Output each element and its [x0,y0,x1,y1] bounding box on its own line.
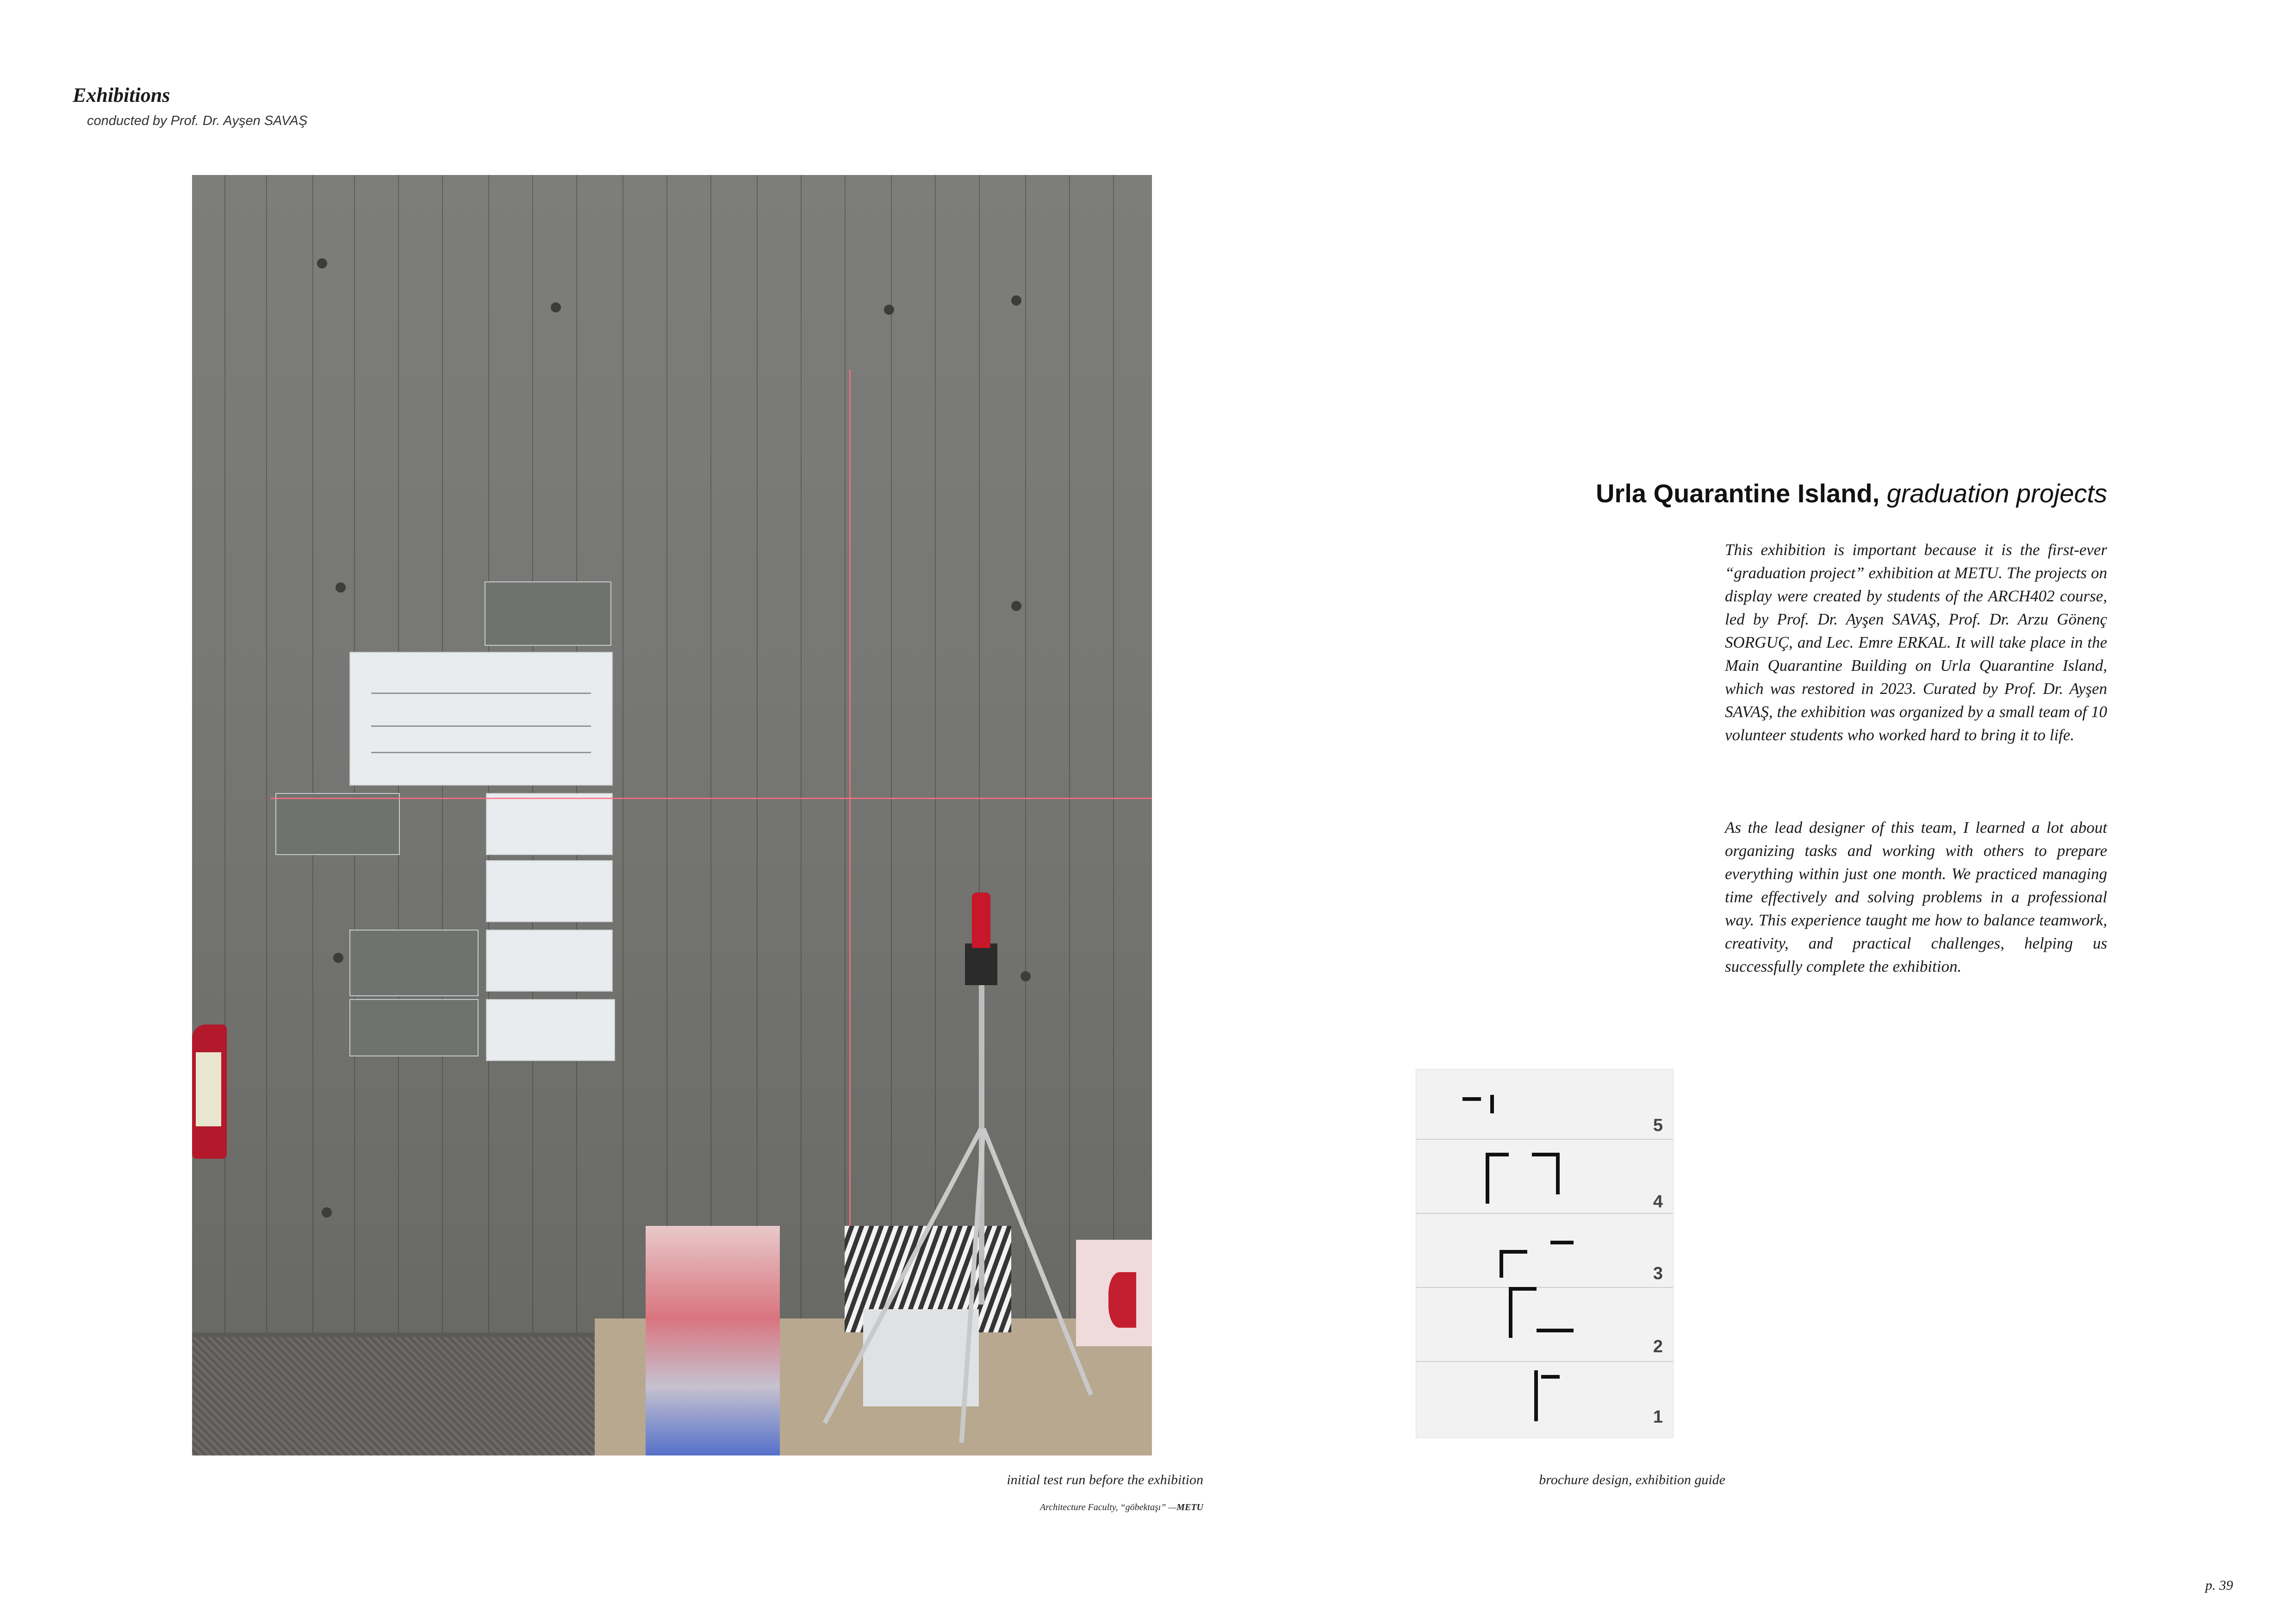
article-title [1596,478,2107,508]
photo-caption: initial test run before the exhibition [1007,1472,1203,1487]
article-paragraph: As the lead designer of this team, I learned a lot about organizing tasks and working with others to prepare everything within just one month. We practiced managing time effectively and solving problems in a professional way. This experience taught me how to balance teamwork, creativity, and practical challenges, helping us successfully complete the exhibition. [1725,818,2107,975]
article-title-rest: graduation projects [1879,479,2107,508]
section-title: Exhibitions [73,84,170,106]
article-title-main: Urla Quarantine Island, [1596,479,1880,508]
brochure-panel-number: 1 [1653,1407,1663,1427]
brochure-panel-number: 3 [1653,1264,1663,1283]
page-number: p. 39 [2205,1578,2233,1593]
brochure-panel-number: 4 [1653,1192,1663,1212]
article-paragraph: This exhibition is important because it is the first-ever “graduation project” exhibition at METU. The projects on display were created by students of the ARCH402 course, led by Prof. Dr. Ayşen SAVAŞ, Prof. Dr. Arzu Gönenç SORGUÇ, and Lec. Emre ERKAL. It will take place in the Main Quarantine Building on Urla Quarantine Island, which was restored in 2023. Curated by Prof. Dr. Ayşen SAVAŞ, the exhibition was organized by a small team of 10 volunteer students who worked hard to bring it to life. [1725,541,2107,744]
brochure-panel-number: 5 [1653,1116,1663,1135]
photo-location-caption [1040,1502,1203,1513]
section-subtitle: conducted by Prof. Dr. Ayşen SAVAŞ [87,113,308,128]
brochure-caption: brochure design, exhibition guide [1539,1472,1725,1487]
exhibition-test-run-photo [192,175,1152,1455]
brochure-panel-number: 2 [1653,1337,1663,1356]
brochure-photo [1416,1069,1673,1437]
photo-location-institution: METU [1176,1502,1203,1512]
photo-location-prefix: Architecture Faculty, “göbektaşı” — [1040,1502,1177,1512]
